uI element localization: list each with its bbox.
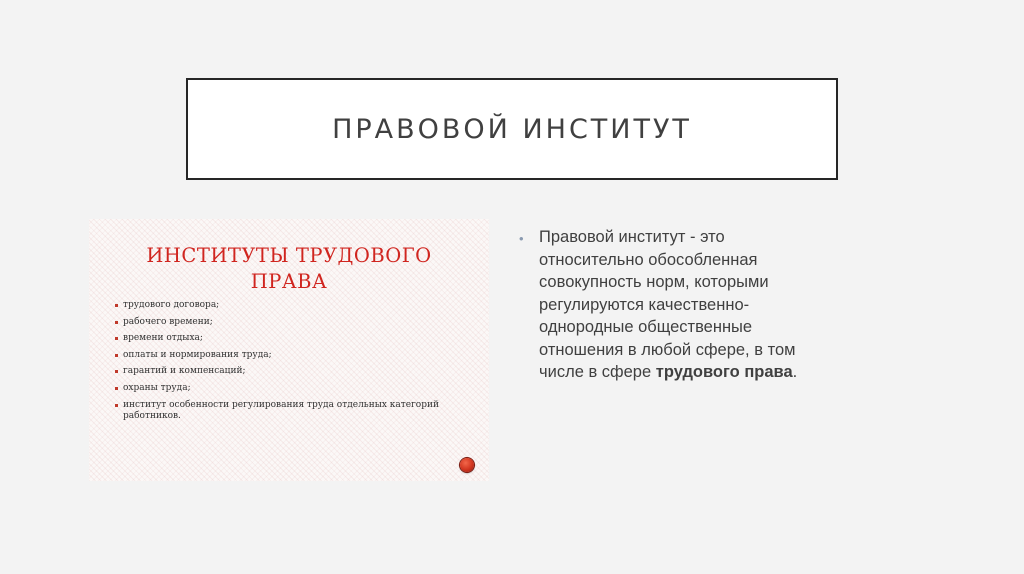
image-list-item: охраны труда;: [115, 383, 445, 394]
image-list-item: трудового договора;: [115, 300, 445, 311]
image-heading: [109, 243, 469, 295]
definition-text-start: Правовой институт - это относительно обособленная совокупность норм, которыми регулируются качественно-однородные общественные отношения в любой сфере, в том числе в сфере: [539, 228, 796, 381]
title-box: [186, 78, 838, 180]
image-list-item: времени отдыха;: [115, 333, 445, 344]
bold-term: трудового права: [655, 363, 793, 381]
image-list-item: оплаты и нормирования труда;: [115, 350, 445, 361]
image-list-item: гарантий и компенсаций;: [115, 366, 445, 377]
definition-text: [519, 226, 819, 384]
bullet-icon: •: [519, 231, 524, 246]
slide-title: ПРАВОВОЙ ИНСТИТУТ: [332, 113, 692, 145]
image-heading-line1: ИНСТИТУТЫ ТРУДОВОГО: [146, 244, 432, 267]
image-list-item: рабочего времени;: [115, 317, 445, 328]
definition-text-end: .: [792, 363, 798, 381]
image-list-item: институт особенности регулирования труда отдельных категорий работников.: [115, 400, 445, 422]
red-circle-icon: [460, 458, 474, 472]
image-list: [115, 300, 445, 427]
image-heading-line2: ПРАВА: [250, 270, 328, 293]
institutes-image: [89, 219, 489, 481]
bullet-item: [519, 226, 819, 384]
